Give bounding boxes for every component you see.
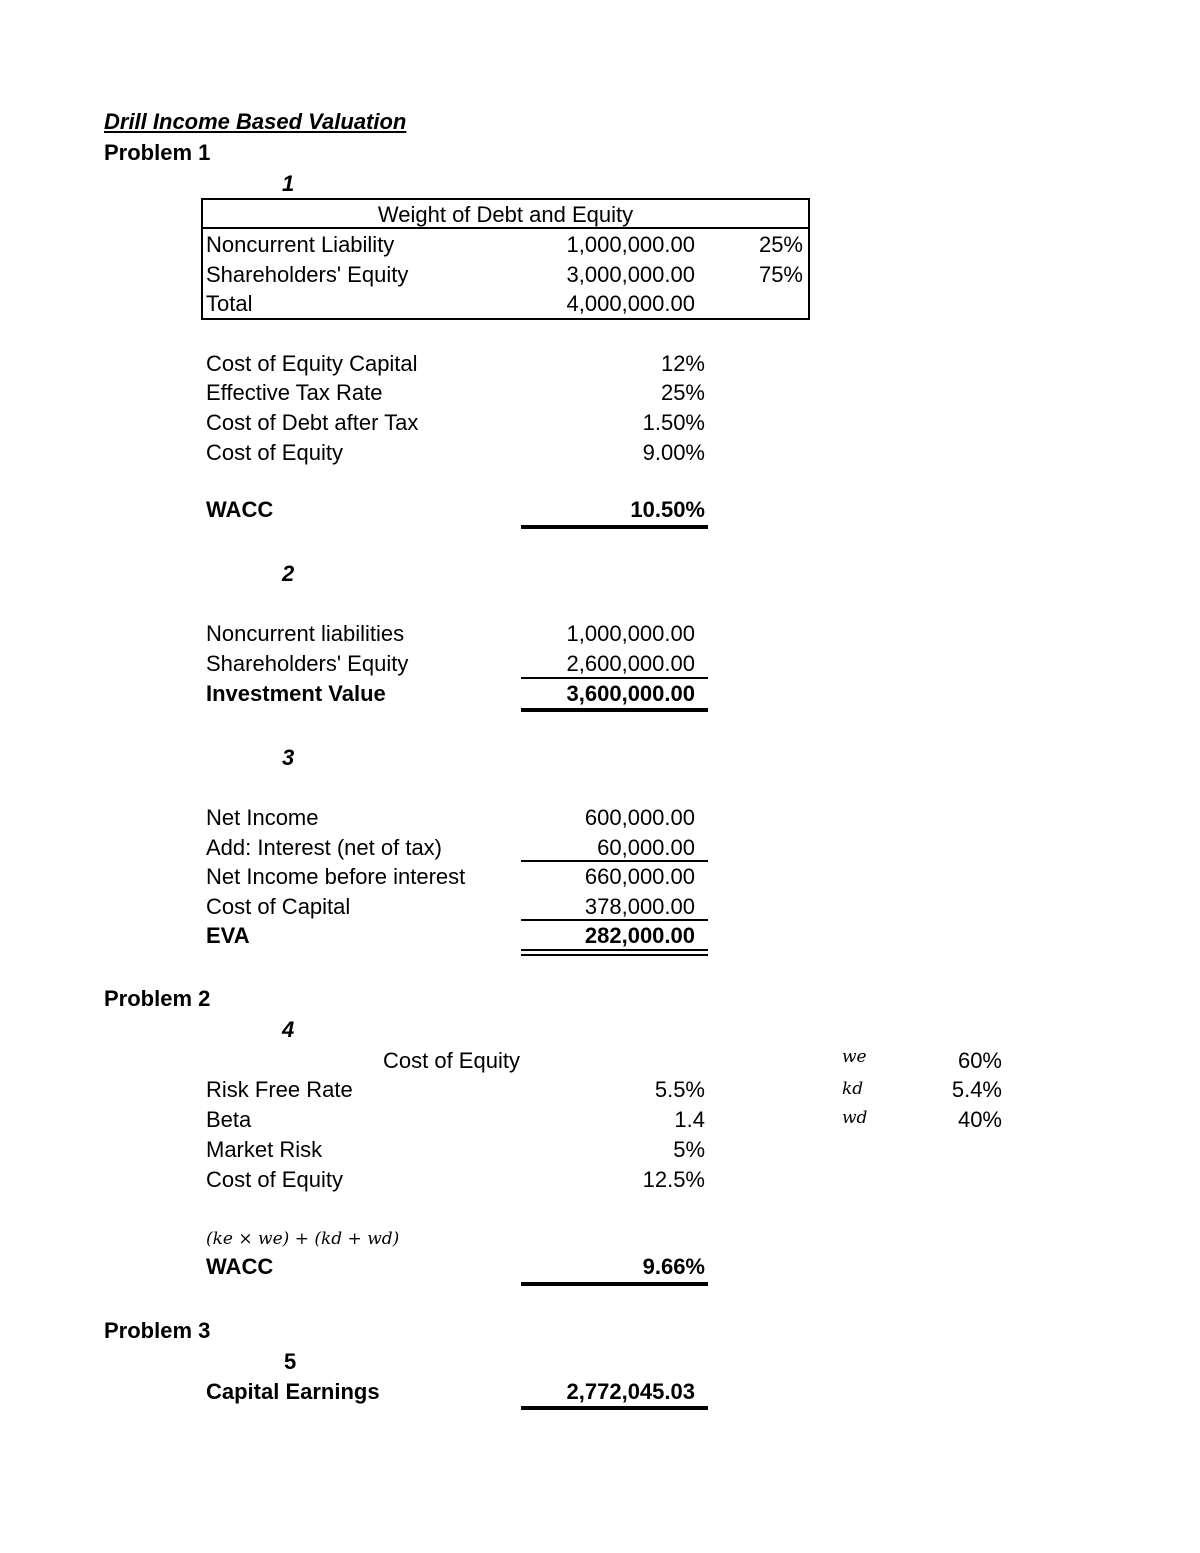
wacc-underline bbox=[521, 525, 708, 529]
weight-debt-value: 40% bbox=[957, 1107, 1002, 1132]
weight-row-amount: 4,000,000.00 bbox=[566, 291, 695, 316]
weight-table-header-divider bbox=[201, 227, 808, 229]
capm-row-label: Cost of Equity bbox=[206, 1167, 343, 1192]
wacc-2-underline bbox=[521, 1282, 708, 1286]
weight-equity-value: 60% bbox=[957, 1048, 1002, 1073]
eva-subtotal-rule bbox=[521, 919, 708, 921]
investment-subtotal-rule bbox=[521, 677, 708, 679]
wacc-label: WACC bbox=[206, 497, 274, 522]
rate-label: Cost of Debt after Tax bbox=[206, 410, 419, 435]
part-4-number: 4 bbox=[282, 1017, 295, 1042]
capm-row-value: 5% bbox=[673, 1137, 705, 1162]
capm-row-label: Risk Free Rate bbox=[206, 1077, 353, 1102]
weight-row-amount: 3,000,000.00 bbox=[566, 262, 695, 287]
rate-value: 12% bbox=[660, 351, 705, 376]
document-title: Drill Income Based Valuation bbox=[104, 109, 407, 134]
capm-row-label: Beta bbox=[206, 1107, 252, 1132]
investment-total-underline bbox=[521, 708, 708, 712]
eva-row-label: Cost of Capital bbox=[206, 894, 351, 919]
problem-2-heading: Problem 2 bbox=[104, 986, 211, 1011]
investment-value-total: 3,600,000.00 bbox=[566, 681, 695, 706]
capm-row-value: 12.5% bbox=[642, 1167, 705, 1192]
eva-row-label: Net Income before interest bbox=[206, 864, 466, 889]
capm-row-value: 5.5% bbox=[654, 1077, 705, 1102]
weight-row-amount: 1,000,000.00 bbox=[566, 232, 695, 257]
part-3-number: 3 bbox=[282, 745, 295, 770]
eva-row-value: 378,000.00 bbox=[584, 894, 695, 919]
cost-debt-symbol: kd bbox=[842, 1079, 864, 1099]
weight-row-percent: 75% bbox=[758, 262, 803, 287]
capm-row-label: Market Risk bbox=[206, 1137, 323, 1162]
eva-subtotal-rule bbox=[521, 860, 708, 862]
weight-row-label: Total bbox=[206, 291, 253, 316]
weight-equity-symbol: we bbox=[842, 1047, 867, 1067]
weight-row-label: Noncurrent Liability bbox=[206, 232, 395, 257]
wacc-2-value: 9.66% bbox=[642, 1254, 705, 1279]
rate-label: Cost of Equity Capital bbox=[206, 351, 418, 376]
capm-row-value: 1.4 bbox=[674, 1107, 705, 1132]
part-5-number: 5 bbox=[284, 1349, 297, 1374]
weight-debt-symbol: wd bbox=[842, 1108, 868, 1128]
cost-of-equity-title: Cost of Equity bbox=[383, 1048, 520, 1073]
part-2-number: 2 bbox=[282, 561, 295, 586]
problem-3-heading: Problem 3 bbox=[104, 1318, 211, 1343]
weight-table-title: Weight of Debt and Equity bbox=[377, 202, 634, 227]
wacc-value: 10.50% bbox=[630, 497, 705, 522]
weight-row-percent: 25% bbox=[758, 232, 803, 257]
investment-row-label: Shareholders' Equity bbox=[206, 651, 409, 676]
eva-label: EVA bbox=[206, 923, 250, 948]
eva-double-underline-bottom bbox=[521, 954, 708, 956]
eva-row-label: Add: Interest (net of tax) bbox=[206, 835, 443, 860]
capital-earnings-underline bbox=[521, 1406, 708, 1410]
weight-row-label: Shareholders' Equity bbox=[206, 262, 409, 287]
investment-value-label: Investment Value bbox=[206, 681, 386, 706]
cost-debt-value: 5.4% bbox=[951, 1077, 1002, 1102]
wacc-2-label: WACC bbox=[206, 1254, 274, 1279]
wacc-formula: (ke × we) + (kd + wd) bbox=[206, 1229, 400, 1249]
rate-label: Cost of Equity bbox=[206, 440, 343, 465]
eva-row-label: Net Income bbox=[206, 805, 319, 830]
eva-total: 282,000.00 bbox=[584, 923, 695, 948]
rate-value: 25% bbox=[660, 380, 705, 405]
rate-value: 9.00% bbox=[642, 440, 705, 465]
investment-row-value: 2,600,000.00 bbox=[566, 651, 695, 676]
eva-row-value: 60,000.00 bbox=[597, 835, 695, 860]
rate-value: 1.50% bbox=[642, 410, 705, 435]
capital-earnings-label: Capital Earnings bbox=[206, 1379, 380, 1404]
part-1-number: 1 bbox=[282, 171, 295, 196]
eva-row-value: 660,000.00 bbox=[584, 864, 695, 889]
problem-1-heading: Problem 1 bbox=[104, 140, 211, 165]
investment-row-value: 1,000,000.00 bbox=[566, 621, 695, 646]
rate-label: Effective Tax Rate bbox=[206, 380, 383, 405]
investment-row-label: Noncurrent liabilities bbox=[206, 621, 405, 646]
capital-earnings-value: 2,772,045.03 bbox=[566, 1379, 695, 1404]
eva-double-underline-top bbox=[521, 949, 708, 951]
eva-row-value: 600,000.00 bbox=[584, 805, 695, 830]
